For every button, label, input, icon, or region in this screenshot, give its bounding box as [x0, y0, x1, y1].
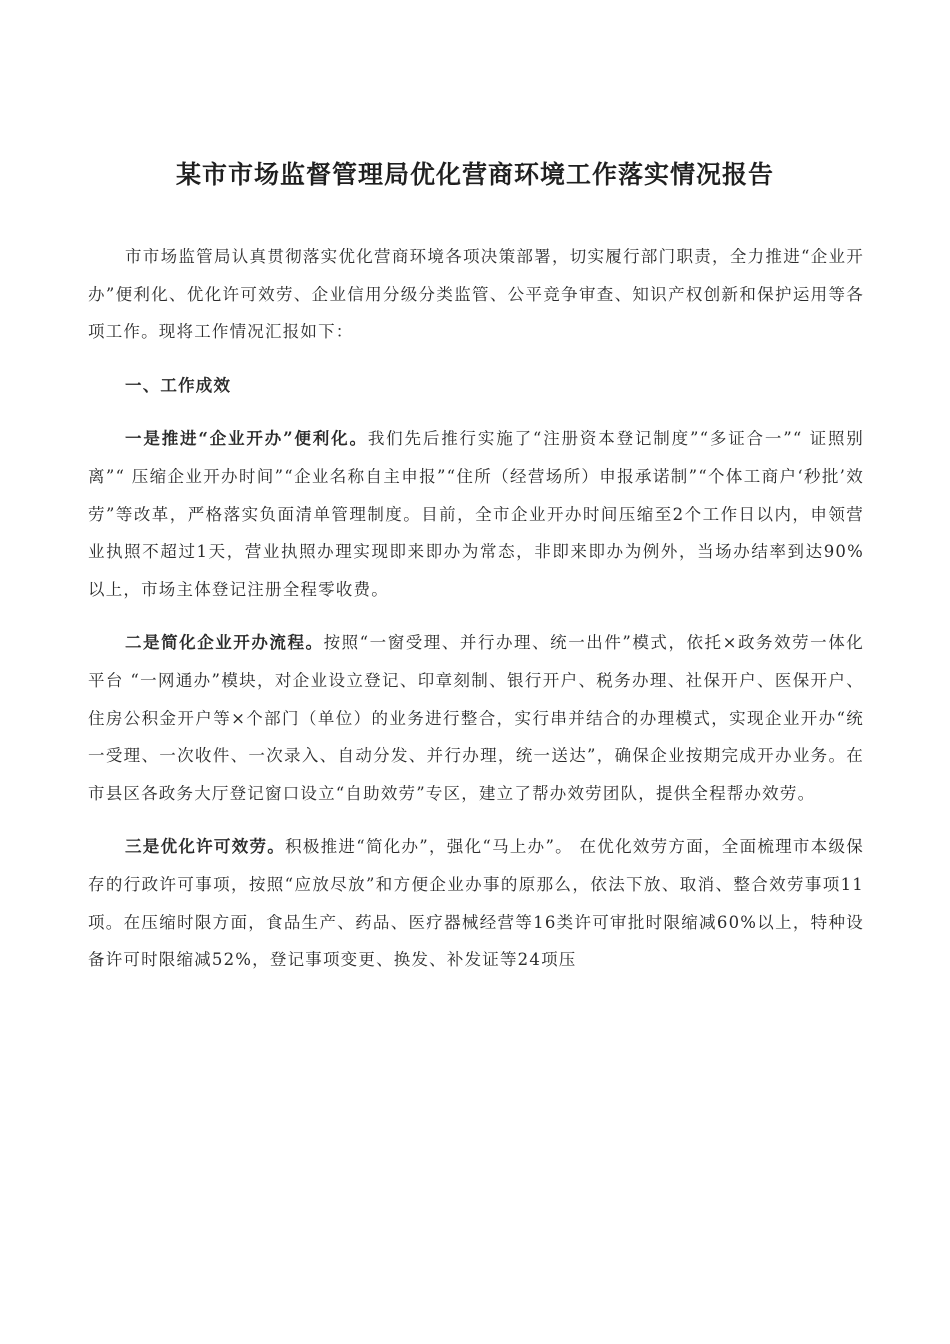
section-heading: 一、工作成效: [125, 375, 232, 395]
document-title: 某市市场监督管理局优化营商环境工作落实情况报告: [175, 160, 774, 189]
item-lead-3: 三是优化许可效劳。: [125, 837, 286, 857]
item-paragraph-3: [88, 828, 864, 978]
item-lead-2: 二是简化企业开办流程。: [125, 633, 324, 653]
document-body: [88, 238, 864, 995]
item-paragraph-1: [88, 420, 864, 608]
item-text-3: 积极推进“简化办”，强化“马上办”。 在优化效劳方面，全面梳理市本级保存的行政许可事项，按照“应放尽放”和方便企业办事的原那么，依法下放、取消、整合效劳事项11项。在压缩时限方面，食品生产、药品、医疗器械经营等16类许可审批时限缩减60%以上，特种设备许可时限缩减52%，登记事项变更、换发、补发证等24项压: [88, 837, 864, 970]
item-lead-1: 一是推进“企业开办”便利化。: [125, 429, 368, 449]
item-text-1: 我们先后推行实施了“注册资本登记制度”“多证合一”“ 证照别离”“ 压缩企业开办时间”“企业名称自主申报”“住所（经营场所）申报承诺制”“个体工商户‘秒批’效劳”等改革，严格落实负面清单管理制度。目前，全市企业开办时间压缩至2个工作日以内，申领营业执照不超过1天，营业执照办理实现即来即办为常态，非即来即办为例外，当场办结率到达90%以上，市场主体登记注册全程零收费。: [88, 429, 864, 599]
item-paragraph-2: [88, 624, 864, 812]
intro-paragraph: 市市场监管局认真贯彻落实优化营商环境各项决策部署，切实履行部门职责，全力推进“企业开办”便利化、优化许可效劳、企业信用分级分类监管、公平竞争审查、知识产权创新和保护运用等各项工作。现将工作情况汇报如下：: [88, 247, 864, 342]
item-text-2: 按照“一窗受理、并行办理、统一出件”模式，依托×政务效劳一体化平台 “一网通办”模块，对企业设立登记、印章刻制、银行开户、税务办理、社保开户、医保开户、住房公积金开户等×个部门（单位）的业务进行整合，实行串并结合的办理模式，实现企业开办“统一受理、一次收件、一次录入、自动分发、并行办理，统一送达”，确保企业按期完成开办业务。在市县区各政务大厅登记窗口设立“自助效劳”专区，建立了帮办效劳团队，提供全程帮办效劳。: [88, 633, 864, 803]
